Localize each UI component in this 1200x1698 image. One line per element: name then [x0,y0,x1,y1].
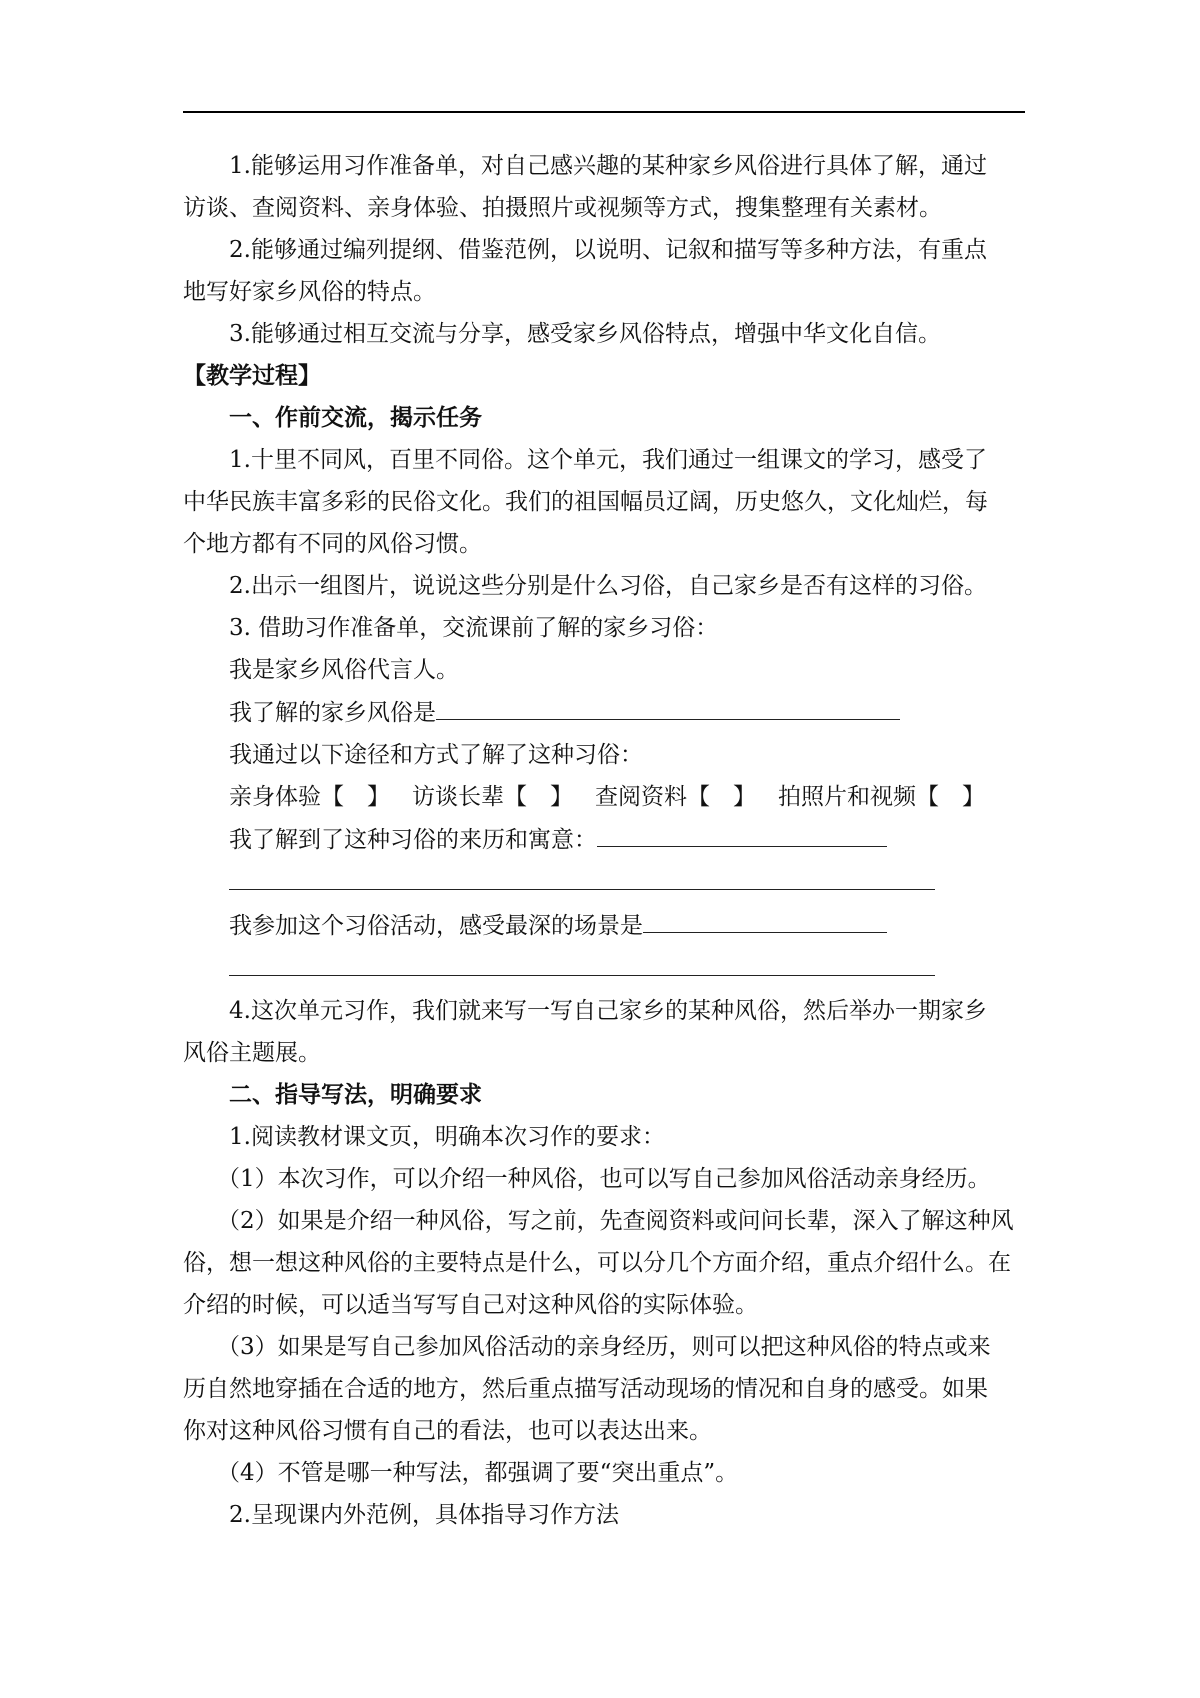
s2-req-3-line-1: （3）如果是写自己参加风俗活动的亲身经历，则可以把这种风俗的特点或来 [217,1334,991,1360]
goal-2-line-2: 地写好家乡风俗的特点。 [183,279,436,305]
document-body [183,145,1025,1536]
section-2-title: 二、指导写法，明确要求 [229,1081,482,1108]
s2-req-3-line-3: 你对这种风俗习惯有自己的看法，也可以表达出来。 [183,1418,712,1444]
option-research[interactable]: 查阅资料【 】 [595,784,756,810]
s2-req-3-line-2: 历自然地穿插在合适的地方，然后重点描写活动现场的情况和自身的感受。如果 [183,1376,988,1402]
option-photo-video[interactable]: 拍照片和视频【 】 [778,784,985,810]
custom-blank-line[interactable] [436,691,900,720]
goal-2-line-1: 2.能够通过编列提纲、借鉴范例，以说明、记叙和描写等多种方法，有重点 [229,237,987,263]
section-1-title: 一、作前交流，揭示任务 [229,404,482,431]
form-custom-row [183,691,1025,734]
s2-req-2-line-2: 俗，想一想这种风俗的主要特点是什么，可以分几个方面介绍，重点介绍什么。在 [183,1250,1011,1276]
form-origin-label: 我了解到了这种习俗的来历和寓意： [229,827,597,853]
s2-req-1: （1）本次习作，可以介绍一种风俗，也可以写自己参加风俗活动亲身经历。 [217,1166,991,1192]
goal-1-line-2: 访谈、查阅资料、亲身体验、拍摄照片或视频等方式，搜集整理有关素材。 [183,195,942,221]
origin-blank-line[interactable] [597,818,887,847]
s1-p4-line-1: 4.这次单元习作，我们就来写一写自己家乡的某种风俗，然后举办一期家乡 [229,998,987,1024]
s1-p2: 2.出示一组图片，说说这些分别是什么习俗，自己家乡是否有这样的习俗。 [229,573,987,599]
s2-req-2-line-1: （2）如果是介绍一种风俗，写之前，先查阅资料或问问长辈，深入了解这种风 [217,1208,1014,1234]
option-experience[interactable]: 亲身体验【 】 [229,784,390,810]
goal-3: 3.能够通过相互交流与分享，感受家乡风俗特点，增强中华文化自信。 [229,321,941,347]
s2-p1: 1.阅读教材课文页，明确本次习作的要求： [229,1124,665,1150]
form-options-row [183,776,1025,818]
s1-p1-line-1: 1.十里不同风，百里不同俗。这个单元，我们通过一组课文的学习，感受了 [229,447,987,473]
form-scene-label: 我参加这个习俗活动，感受最深的场景是 [229,913,643,939]
s2-p2: 2.呈现课内外范例，具体指导习作方法 [229,1502,619,1528]
scene-blank-line-2[interactable] [229,947,935,976]
s2-req-2-line-3: 介绍的时候，可以适当写写自己对这种风俗的实际体验。 [183,1292,758,1318]
form-scene-row [183,904,1025,947]
goal-1-line-1: 1.能够运用习作准备单，对自己感兴趣的某种家乡风俗进行具体了解，通过 [229,153,987,179]
form-origin-row [183,818,1025,861]
s1-p3: 3. 借助习作准备单，交流课前了解的家乡习俗： [229,615,719,641]
option-interview[interactable]: 访谈长辈【 】 [412,784,573,810]
s2-req-4: （4）不管是哪一种写法，都强调了要“突出重点”。 [217,1460,739,1486]
form-custom-label: 我了解的家乡风俗是 [229,700,436,726]
form-ways-label: 我通过以下途径和方式了解了这种习俗： [229,742,643,768]
s1-p1-line-2: 中华民族丰富多彩的民俗文化。我们的祖国幅员辽阔，历史悠久，文化灿烂，每 [183,489,988,515]
s1-p4-line-2: 风俗主题展。 [183,1040,321,1066]
form-intro: 我是家乡风俗代言人。 [229,657,459,683]
header-rule [183,111,1025,113]
scene-blank-line[interactable] [643,904,887,933]
process-heading: 【教学过程】 [183,362,321,389]
s1-p1-line-3: 个地方都有不同的风俗习惯。 [183,531,482,557]
origin-blank-line-2[interactable] [229,861,935,890]
